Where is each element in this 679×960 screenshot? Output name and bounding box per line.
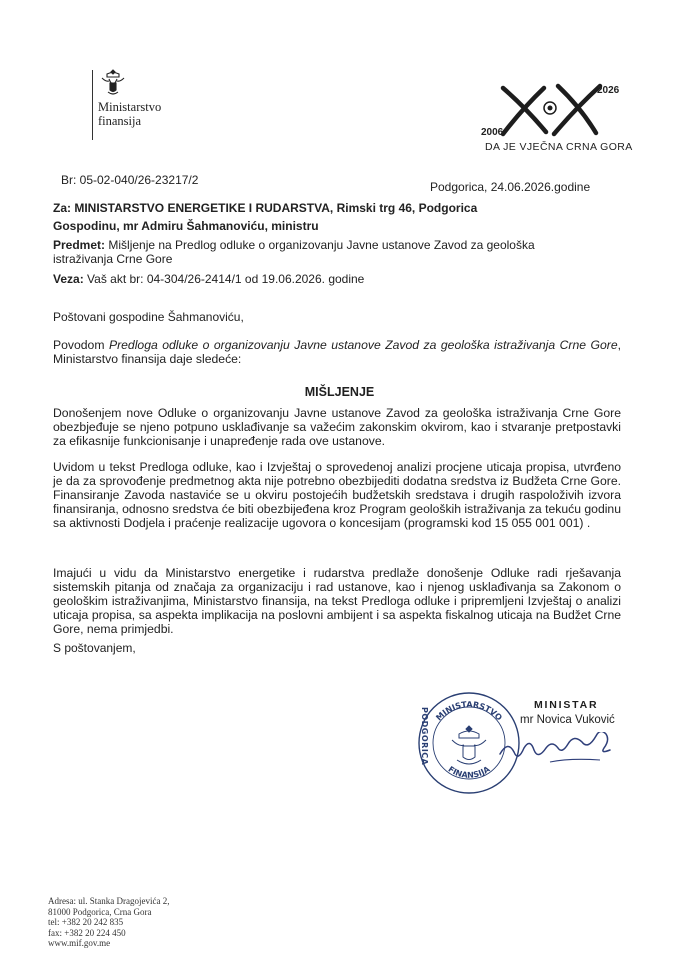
footer-website: www.mif.gov.me xyxy=(48,938,111,949)
subject-line2: istraživanja Crne Gore xyxy=(53,252,173,266)
body-paragraph-1: Donošenjem nove Odluke o organizovanju Javne ustanove Zavod za geološka istraživanja Crne Gore obezbjeđuje se njeno potpuno usklađivanje sa važećim zakonskim okvirom, kao i stvaranje pretpostavki za efikasnije funkcionisanje i unapređenje rada ove ustanove. xyxy=(53,406,621,448)
svg-text:PODGORICA: PODGORICA xyxy=(420,707,429,766)
stamp-podgorica-text xyxy=(410,703,430,773)
svg-text:MINISTARSTVO: MINISTARSTVO xyxy=(434,699,504,723)
body-paragraph-3: Imajući u vidu da Ministarstvo energetike i rudarstva predlaže donošenje Odluke radi rješavanja sistemskih pitanja od značaja za organizaciju i rad ustanove, kao i njenog usklađivanja sa Zakonom o geološkim istraživanjima, Ministarstvo finansija, na tekst Predloga odluke i pripremljeni Izvještaj o analizi uticaja propisa, sa aspekta implikacija na poslovni ambijent i sa aspekta fiskalnog uticaja na Budžet Crne Gore, nema primjedbi. xyxy=(53,566,621,636)
footer-fax: fax: +382 20 224 450 xyxy=(48,927,126,938)
footer-contact xyxy=(48,896,169,949)
reference-line xyxy=(53,272,364,286)
header-divider-line xyxy=(92,70,93,140)
recipient-person: Gospodinu, mr Admiru Šahmanoviću, ministru xyxy=(53,219,319,233)
place-date: Podgorica, 24.06.2026.godine xyxy=(430,180,591,194)
closing: S poštovanjem, xyxy=(53,641,136,655)
subject-label: Predmet: xyxy=(53,238,106,252)
minister-title: MINISTAR xyxy=(534,699,599,711)
footer-address-line2: 81000 Podgorica, Crna Gora xyxy=(48,906,152,917)
coat-of-arms-icon xyxy=(99,68,127,98)
footer-phone: tel: +382 20 242 835 xyxy=(48,917,124,928)
intro-prefix: Povodom xyxy=(53,338,109,352)
subject-line1 xyxy=(53,238,535,252)
document-number: Br: 05-02-040/26-23217/2 xyxy=(61,173,199,187)
anniversary-slogan: DA JE VJEČNA CRNA GORA xyxy=(485,141,633,153)
reference-label: Veza: xyxy=(53,272,84,286)
reference-text: Vaš akt br: 04-304/26-2414/1 od 19.06.2026. godine xyxy=(87,272,365,286)
anniversary-year-2006: 2006 xyxy=(481,127,504,138)
recipient-line: Za: MINISTARSTVO ENERGETIKE I RUDARSTVA, Rimski trg 46, Podgorica xyxy=(53,201,478,215)
opinion-heading: MIŠLJENJE xyxy=(304,385,375,399)
ministry-name-line2: finansija xyxy=(98,114,142,128)
anniversary-year-2026: 2026 xyxy=(597,85,620,96)
minister-name: mr Novica Vuković xyxy=(520,714,615,726)
ministry-name-line1: Ministarstvo xyxy=(98,100,162,114)
intro-suffix: , Ministarstvo finansija daje sledeće: xyxy=(53,338,621,366)
body-paragraph-2: Uvidom u tekst Predloga odluke, kao i Izvještaj o sprovedenoj analizi procjene uticaja propisa, utvrđeno je da za sprovođenje predmetnog akta nije potrebno obezbijediti dodatna sredstva iz Budžeta Crne Gore. Finansiranje Zavoda nastaviće se u okviru postojećih budžetskih sredstava i drugih raspoloživih izvora finansiranja, odnosno sredstva će biti obezbijeđena kroz Program geoloških istraživanja za tekuću godinu sa aktivnosti Dodjela i praćenje realizacije ugovora o koncesijam (programski kod 15 055 001 001) . xyxy=(53,460,621,530)
handwritten-signature xyxy=(490,732,640,772)
ministry-name xyxy=(98,100,161,128)
salutation: Poštovani gospodine Šahmanoviću, xyxy=(53,310,244,324)
intro-act-title: Predloga odluke o organizovanju Javne ustanove Zavod za geološka istraživanja Crne Gore xyxy=(108,338,618,352)
svg-text:FINANSIJA: FINANSIJA xyxy=(446,764,492,780)
subject-text: Mišljenje na Predlog odluke o organizovanju Javne ustanove Zavod za geološka xyxy=(108,238,535,252)
footer-address-line1: Adresa: ul. Stanka Dragojevića 2, xyxy=(48,896,170,906)
intro-paragraph xyxy=(53,338,621,366)
